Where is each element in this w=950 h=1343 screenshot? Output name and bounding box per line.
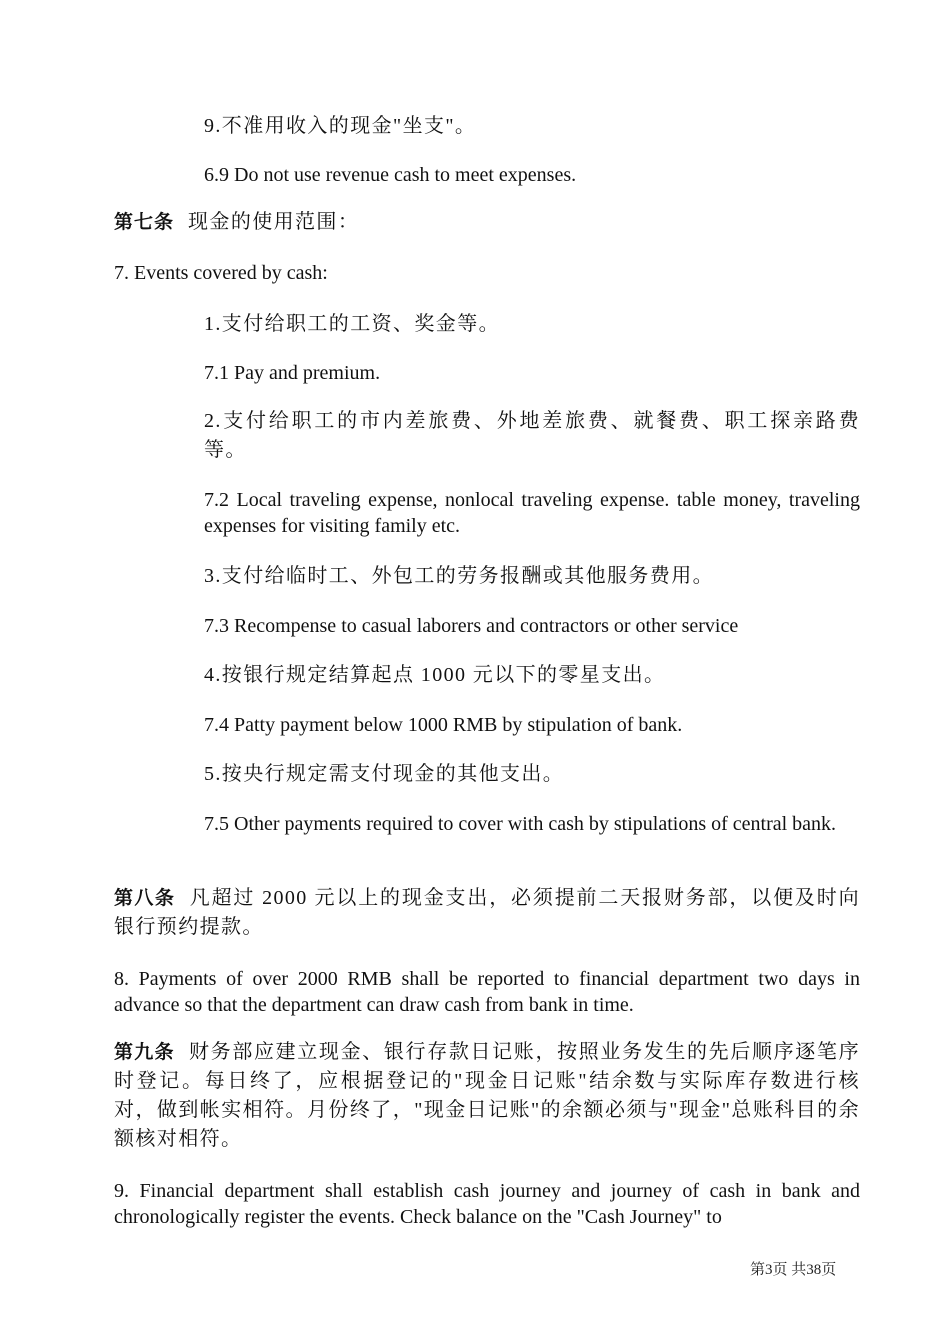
article-8-zh	[114, 884, 860, 942]
article-9-en: 9. Financial department shall establish cash journey and journey of cash in bank and chronologically register the events. Check balance on the "Cash Journey" to	[114, 1180, 860, 1228]
clause-7-3-zh: 3.支付给临时工、外包工的劳务报酬或其他服务费用。	[204, 565, 714, 587]
clause-6-9-zh: 9.不准用收入的现金"坐支"。	[204, 115, 477, 137]
clause-7-3-en: 7.3 Recompense to casual laborers and contractors or other service	[204, 615, 739, 637]
page-number: 第3页 共38页	[750, 1262, 837, 1278]
article-text: 现金的使用范围：	[188, 211, 360, 233]
clause-6-9-en: 6.9 Do not use revenue cash to meet expenses.	[204, 164, 577, 186]
article-text: 财务部应建立现金、银行存款日记账，按照业务发生的先后顺序逐笔序时登记。每日终了，应根据登记的"现金日记账"结余数与实际库存数进行核对，做到帐实相符。月份终了，"现金日记账"的余额必须与"现金"总账科目的余额核对相符。	[114, 1041, 860, 1150]
clause-7-2-zh: 2.支付给职工的市内差旅费、外地差旅费、就餐费、职工探亲路费等。	[204, 410, 860, 461]
article-7-heading-zh	[114, 208, 860, 237]
clause-7-1-zh: 1.支付给职工的工资、奖金等。	[204, 313, 500, 335]
clause-7-2-en: 7.2 Local traveling expense, nonlocal traveling expense. table money, traveling expenses for visiting family etc.	[204, 489, 860, 537]
clause-7-5-en: 7.5 Other payments required to cover with cash by stipulations of central bank.	[204, 813, 837, 835]
article-label: 第八条	[114, 887, 176, 909]
clause-7-1-en: 7.1 Pay and premium.	[204, 362, 381, 384]
clause-7-5-zh: 5.按央行规定需支付现金的其他支出。	[204, 763, 565, 785]
article-9-zh	[114, 1038, 860, 1154]
article-text: 凡超过 2000 元以上的现金支出，必须提前二天报财务部，以便及时向银行预约提款。	[114, 887, 860, 938]
article-label: 第九条	[114, 1041, 175, 1063]
article-7-heading-en: 7. Events covered by cash:	[114, 262, 328, 284]
clause-7-4-zh: 4.按银行规定结算起点 1000 元以下的零星支出。	[204, 664, 666, 686]
article-label: 第七条	[114, 211, 175, 233]
clause-7-4-en: 7.4 Patty payment below 1000 RMB by stipulation of bank.	[204, 714, 683, 736]
article-8-en: 8. Payments of over 2000 RMB shall be reported to financial department two days in advance so that the department can draw cash from bank in time.	[114, 968, 860, 1016]
